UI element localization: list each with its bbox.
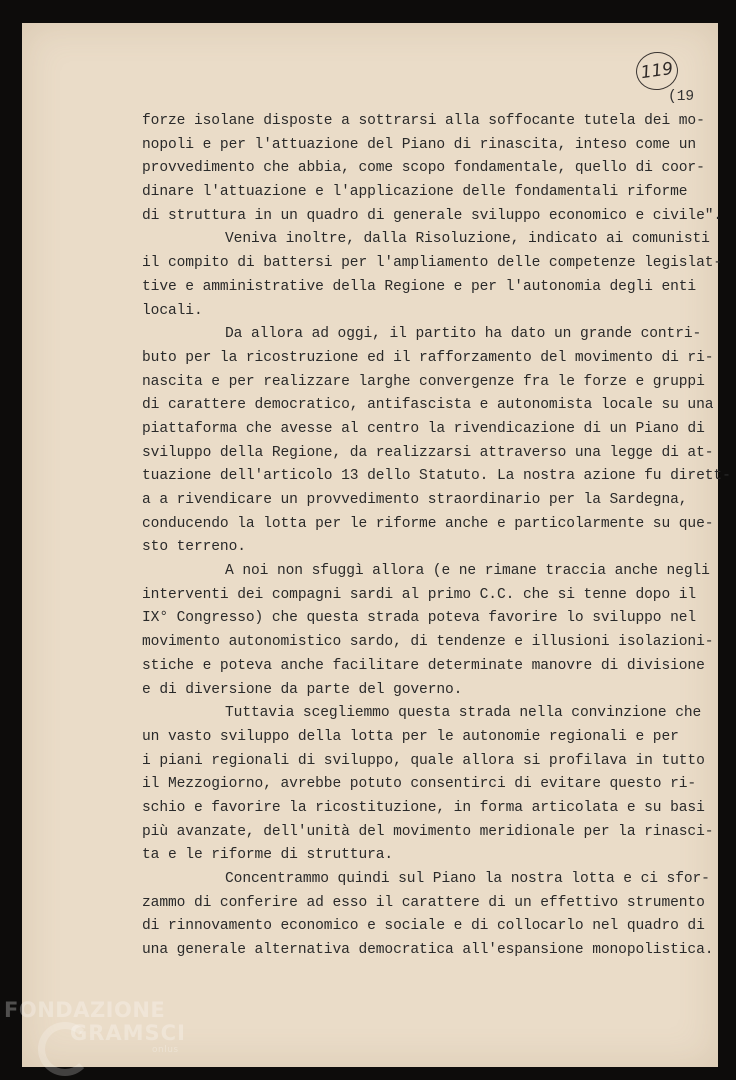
text-line: Concentrammo quindi sul Piano la nostra lotta e ci sfor- xyxy=(225,871,710,887)
text-line: Tuttavia scegliemmo questa strada nella convinzione che xyxy=(225,705,702,722)
text-line: forze isolane disposte a sottrarsi alla soffocante tutela dei mo- xyxy=(142,113,705,129)
text-line: sto terreno. xyxy=(142,539,246,556)
text-line: stiche e poteva anche facilitare determinate manovre di divisione xyxy=(142,657,705,674)
text-line: interventi dei compagni sardi al primo C.C. che si tenne dopo il xyxy=(142,586,697,603)
paragraph xyxy=(142,868,714,963)
paragraph xyxy=(142,702,714,868)
text-line: Da allora ad oggi, il partito ha dato un grande contri- xyxy=(225,326,702,343)
text-line: Veniva inoltre, dalla Risoluzione, indicato ai comunisti xyxy=(225,231,710,248)
typed-text-body xyxy=(142,110,731,963)
text-line: nopoli e per l'attuazione del Piano di rinascita, inteso come un xyxy=(142,136,697,153)
fondazione-gramsci-watermark xyxy=(4,1000,186,1055)
text-line: zammo di conferire ad esso il carattere di un effettivo strumento xyxy=(142,894,705,911)
text-line: tive e amministrative della Regione e per l'autonomia degli enti xyxy=(142,278,697,295)
document-page xyxy=(22,23,731,1067)
text-line: piattaforma che avesse al centro la rivendicazione di un Piano di xyxy=(142,420,705,437)
watermark-line-2: GRAMSCI xyxy=(70,1021,186,1045)
paragraph xyxy=(142,560,714,702)
text-line: nascita e per realizzare larghe convergenze fra le forze e gruppi xyxy=(142,373,705,390)
page-number: (19 xyxy=(668,89,695,105)
text-line: più avanzate, dell'unità del movimento meridionale per la rinasci- xyxy=(142,823,714,840)
text-line: locali. xyxy=(142,302,203,319)
text-line: buto per la ricostruzione ed il rafforzamento del movimento di ri- xyxy=(142,349,714,366)
text-line: di carattere democratico, antifascista e autonomista locale su una xyxy=(142,397,714,414)
text-line: a a rivendicare un provvedimento straordinario per la Sardegna, xyxy=(142,492,688,508)
text-line: schio e favorire la ricostituzione, in forma articolata e su basi xyxy=(142,799,705,816)
text-line: IX° Congresso) che questa strada poteva favorire lo sviluppo nel xyxy=(142,610,697,627)
text-line: e di diversione da parte del governo. xyxy=(142,681,463,698)
text-line: provvedimento che abbia, come scopo fondamentale, quello di coor- xyxy=(142,160,705,177)
text-line: tuazione dell'articolo 13 dello Statuto. La nostra azione fu dirett- xyxy=(142,468,731,485)
text-line: ta e le riforme di struttura. xyxy=(142,847,394,864)
watermark-line-1: FONDAZIONE xyxy=(4,998,166,1022)
paragraph xyxy=(142,323,731,560)
text-line: conducendo la lotta per le riforme anche e particolarmente su que- xyxy=(142,515,714,532)
text-line: un vasto sviluppo della lotta per le autonomie regionali e per xyxy=(142,728,679,745)
paragraph xyxy=(142,228,723,323)
watermark-logo-icon xyxy=(38,1022,92,1076)
text-line: sviluppo della Regione, da realizzarsi attraverso una legge di at- xyxy=(142,444,714,461)
watermark-line-3: onlus xyxy=(152,1045,179,1055)
text-line: il Mezzogiorno, avrebbe potuto consentirci di evitare questo ri- xyxy=(142,776,697,793)
text-line: di struttura in un quadro di generale sviluppo economico e civile". xyxy=(142,207,723,224)
archive-number-stamp: 119 xyxy=(634,49,681,92)
paragraph xyxy=(142,110,723,228)
text-line: il compito di battersi per l'ampliamento delle competenze legislat- xyxy=(142,255,723,272)
text-line: una generale alternativa democratica all'espansione monopolistica. xyxy=(142,942,714,959)
text-line: dinare l'attuazione e l'applicazione delle fondamentali riforme xyxy=(142,184,688,201)
text-line: A noi non sfuggì allora (e ne rimane traccia anche negli xyxy=(225,563,710,580)
text-line: i piani regionali di sviluppo, quale allora si profilava in tutto xyxy=(142,752,705,769)
text-line: movimento autonomistico sardo, di tendenze e illusioni isolazioni- xyxy=(142,634,714,651)
text-line: di rinnovamento economico e sociale e di collocarlo nel quadro di xyxy=(142,918,705,935)
